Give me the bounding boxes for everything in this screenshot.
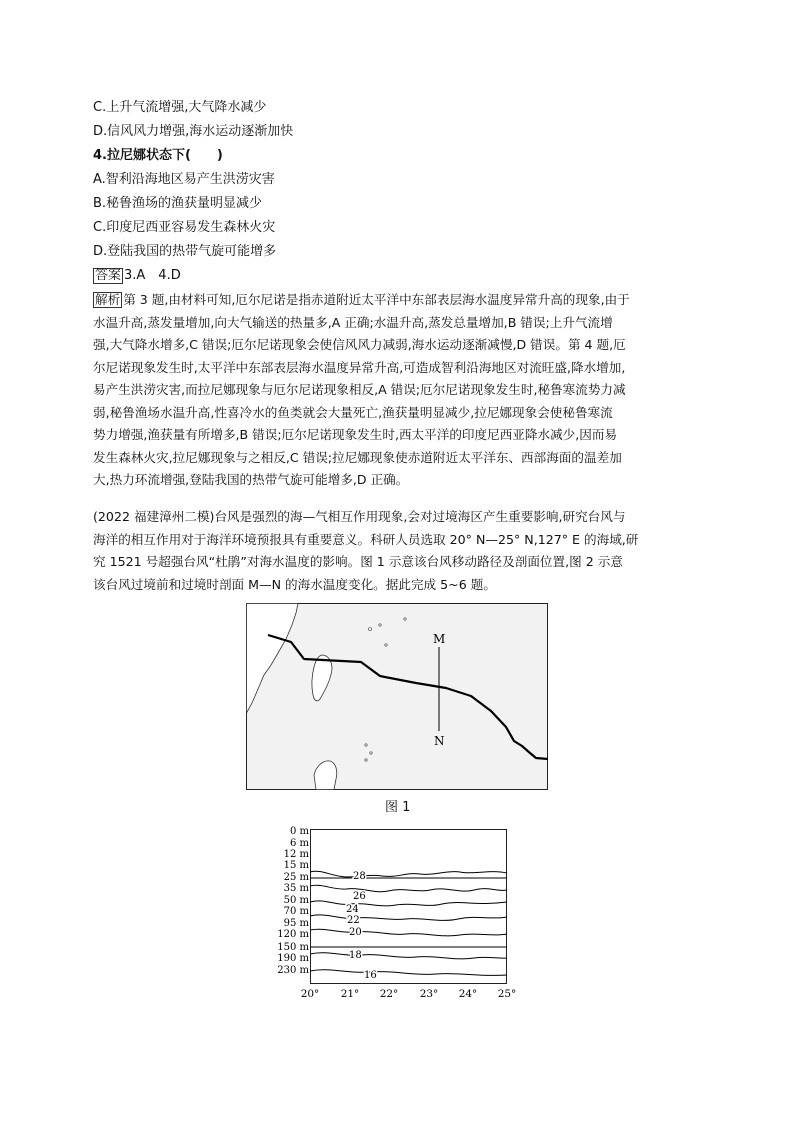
material-line: (2022 福建漳州二模)台风是强烈的海—气相互作用现象,会对过境海区产生重要影响,研究台风与 [93, 509, 626, 524]
latitude-axis [301, 988, 517, 1000]
lat-label: 24° [458, 988, 478, 1000]
analysis-line: 第 3 题,由材料可知,厄尔尼诺是指赤道附近太平洋中东部表层海水温度异常升高的现象,由于 [123, 292, 630, 307]
isotherm-18 [310, 953, 507, 959]
analysis-line: 尔尼诺现象发生时,太平洋中东部表层海水温度异常升高,可造成智利沿海地区对流旺盛,降水增加, [93, 359, 626, 375]
analysis-block [93, 289, 713, 492]
depth-label: 0 m [289, 826, 309, 837]
label-m: M [433, 632, 446, 646]
isotherm-26 [310, 885, 507, 892]
figure1-caption: 图 1 [385, 800, 411, 815]
depth-label: 120 m [277, 929, 309, 940]
analysis-line: 势力增强,渔获量有所增多,B 错误;厄尔尼诺现象发生时,西太平洋的印度尼西亚降水减少,因而易 [93, 427, 618, 442]
q4-option-c: C.印度尼西亚容易发生森林火灾 [93, 220, 276, 235]
isotherm-28 [310, 871, 507, 877]
analysis-line: 发生森林火灾,拉尼娜现象与之相反,C 错误;拉尼娜现象使赤道附近太平洋东、西部海面的温差加 [93, 449, 622, 465]
depth-label: 70 m [283, 906, 309, 917]
analysis-line: 大,热力环流增强,登陆我国的热带气旋可能增多,D 正确。 [93, 472, 409, 487]
q3-option-d: D.信风风力增强,海水运动逐渐加快 [93, 124, 294, 139]
isotherm-24 [310, 901, 507, 906]
depth-label: 230 m [277, 965, 309, 976]
isotherm-label: 28 [353, 871, 366, 882]
isotherm-label: 18 [349, 950, 362, 961]
q4-option-a: A.智利沿海地区易产生洪涝灾害 [93, 172, 275, 187]
depth-label: 6 m [289, 838, 309, 849]
lat-label: 21° [340, 988, 360, 1000]
analysis-line: 易产生洪涝灾害,而拉尼娜现象与厄尔尼诺现象相反,A 错误;厄尔尼诺现象发生时,秘鲁寒流势力减 [93, 382, 626, 397]
isotherm-label: 24 [346, 904, 359, 915]
lat-label: 20° [300, 988, 320, 1000]
isotherm-label: 26 [353, 891, 366, 902]
figure1-map [246, 603, 548, 790]
analysis-tag: 解析 [95, 292, 121, 307]
lat-label: 22° [379, 988, 399, 1000]
q4-stem: 4.拉尼娜状态下( ) [93, 148, 223, 163]
q4-option-d: D.登陆我国的热带气旋可能增多 [93, 244, 277, 259]
q3-option-c: C.上升气流增强,大气降水减少 [93, 100, 267, 115]
isotherm-label: 16 [364, 970, 377, 981]
lat-label: 23° [419, 988, 439, 1000]
material-line: 该台风过境前和过境时剖面 M—N 的海水温度变化。据此完成 5~6 题。 [93, 576, 496, 592]
depth-label: 50 m [283, 895, 309, 906]
depth-label: 150 m [277, 942, 309, 953]
lat-label: 25° [497, 988, 517, 1000]
analysis-line: 弱,秘鲁渔场水温升高,性喜冷水的鱼类就会大量死亡,渔获量明显减少,拉尼娜现象会使秘鲁寒流 [93, 404, 613, 420]
depth-axis [277, 826, 309, 976]
answer-line [93, 268, 181, 284]
depth-label: 15 m [283, 860, 309, 871]
answer-text: 3.A 4.D [124, 268, 181, 283]
depth-label: 25 m [283, 872, 309, 883]
analysis-line: 强,大气降水增多,C 错误;厄尔尼诺现象会使信风风力减弱,海水运动逐渐减慢,D 错误。第 4 题,厄 [93, 337, 626, 352]
material-line: 海洋的相互作用对于海洋环境预报具有重要意义。科研人员选取 20° N—25° N,127° E 的海域,研 [93, 531, 639, 547]
profile-frame [311, 830, 507, 984]
isotherm-label: 20 [349, 927, 362, 938]
answer-tag: 答案 [95, 268, 122, 283]
material-line: 究 1521 号超强台风“杜鹃”对海水温度的影响。图 1 示意该台风移动路径及剖面位置,图 2 示意 [93, 554, 623, 569]
material-block [93, 506, 713, 596]
q4-option-b: B.秘鲁渔场的渔获量明显减少 [93, 196, 263, 211]
depth-label: 190 m [277, 953, 309, 964]
figure2-profile [270, 820, 530, 1002]
label-n: N [434, 734, 445, 748]
isotherm-labels [346, 871, 377, 981]
isotherm-20 [310, 929, 507, 936]
isotherm-22 [310, 915, 507, 921]
depth-label: 95 m [283, 918, 309, 929]
isotherm-label: 22 [347, 915, 360, 926]
isotherms [310, 871, 507, 975]
depth-label: 35 m [283, 883, 309, 894]
isotherm-16 [310, 970, 507, 976]
analysis-line: 水温升高,蒸发量增加,向大气输送的热量多,A 正确;水温升高,蒸发总量增加,B 错误;上升气流增 [93, 314, 613, 330]
depth-label: 12 m [283, 849, 309, 860]
map-frame [247, 604, 548, 790]
